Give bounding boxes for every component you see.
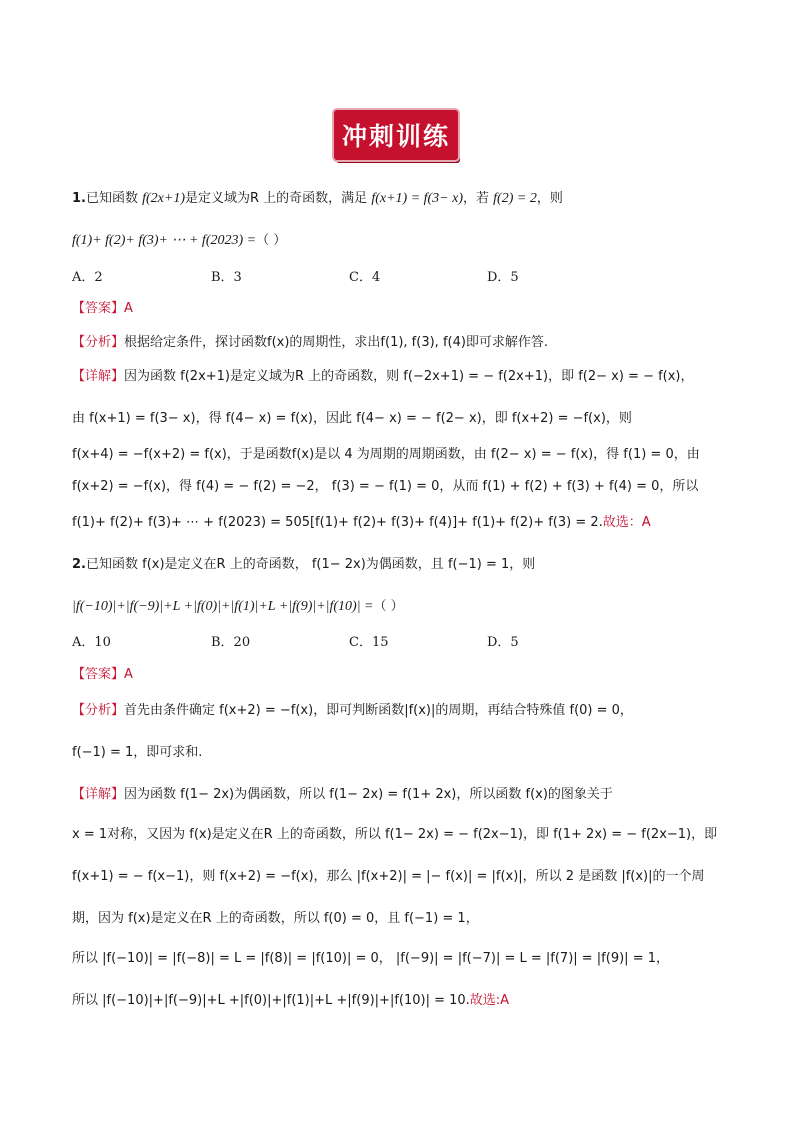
q2-analysis-line1: 【分析】首先由条件确定 f(x+2) = −f(x)，即可判断函数|f(x)|的周期，再结合特殊值 f(0) = 0， [72,703,633,718]
q1-answer: 【答案】A [72,301,133,316]
q1-stem-line1: 1.已知函数 f(2x+1)是定义域为R 上的奇函数，满足 f(x+1) = f(3− x)，若 f(2) = 2，则 [72,191,563,206]
q2-detail-line1: 【详解】因为函数 f(1− 2x)为偶函数，所以 f(1− 2x) = f(1+ 2x)，所以函数 f(x)的图象关于 [72,787,613,802]
q1-detail-line3: f(x+4) = −f(x+2) = f(x)，于是函数f(x)是以 4 为周期的周期函数，由 f(2− x) = − f(x)，得 f(1) = 0，由 [72,447,700,462]
q1-detail-line2: 由 f(x+1) = f(3− x)，得 f(4− x) = f(x)，因此 f(4− x) = − f(2− x)，即 f(x+2) = −f(x)，则 [72,411,632,426]
q1-option-b: B．3 [211,270,242,285]
q2-detail-line5: 所以 |f(−10)| = |f(−8)| = L = |f(8)| = |f(10)| = 0， |f(−9)| = |f(−7)| = L = |f(7)| = |f(9)| = 1， [72,951,669,966]
q2-detail-line6: 所以 |f(−10)|+|f(−9)|+L +|f(0)|+|f(1)|+L +|f(9)|+|f(10)| = 10.故选:A [72,993,510,1008]
q1-option-d: D．5 [487,270,519,285]
q1-detail-line4: f(x+2) = −f(x)，得 f(4) = − f(2) = −2， f(3) = − f(1) = 0，从而 f(1) + f(2) + f(3) + f(4) = 0，所以 [72,479,699,494]
q2-stem-line2: |f(−10)|+|f(−9)|+L +|f(0)|+|f(1)|+L +|f(9)|+|f(10)| =（ ） [72,599,404,614]
q2-option-c: C．15 [349,635,389,650]
q1-detail-line5: f(1)+ f(2)+ f(3)+ ⋯ + f(2023) = 505[f(1)+ f(2)+ f(3)+ f(4)]+ f(1)+ f(2)+ f(3) = 2.故选：A [72,515,651,530]
q2-option-b: B．20 [211,635,251,650]
q1-number: 1. [72,191,86,206]
q1-option-c: C．4 [349,270,381,285]
q1-detail-line1: 【详解】因为函数 f(2x+1)是定义域为R 上的奇函数，则 f(−2x+1) = − f(2x+1)，即 f(2− x) = − f(x)， [72,369,694,384]
q2-answer: 【答案】A [72,667,133,682]
q1-option-a: A．2 [72,270,103,285]
q2-detail-line2: x = 1对称，又因为 f(x)是定义在R 上的奇函数，所以 f(1− 2x) = − f(2x−1)，即 f(1+ 2x) = − f(2x−1)，即 [72,827,718,842]
q2-analysis-line2: f(−1) = 1，即可求和. [72,745,203,760]
q1-analysis: 【分析】根据给定条件，探讨函数f(x)的周期性，求出f(1), f(3), f(4)即可求解作答. [72,335,549,350]
q1-stem-line2: f(1)+ f(2)+ f(3)+ ⋯ + f(2023) =（ ） [72,233,287,248]
section-banner-title: 冲刺训练 [341,122,450,151]
q2-detail-line3: f(x+1) = − f(x−1)，则 f(x+2) = −f(x)，那么 |f(x+2)| = |− f(x)| = |f(x)|，所以 2 是函数 |f(x)|的一个周 [72,869,705,884]
q2-number: 2. [72,557,86,572]
q2-option-d: D．5 [487,635,519,650]
section-banner [334,110,458,160]
q2-option-a: A．10 [72,635,111,650]
q2-detail-line4: 期，因为 f(x)是定义在R 上的奇函数，所以 f(0) = 0，且 f(−1) = 1， [72,911,479,926]
q2-stem-line1: 2.已知函数 f(x)是定义在R 上的奇函数， f(1− 2x)为偶函数，且 f(−1) = 1，则 [72,557,536,572]
